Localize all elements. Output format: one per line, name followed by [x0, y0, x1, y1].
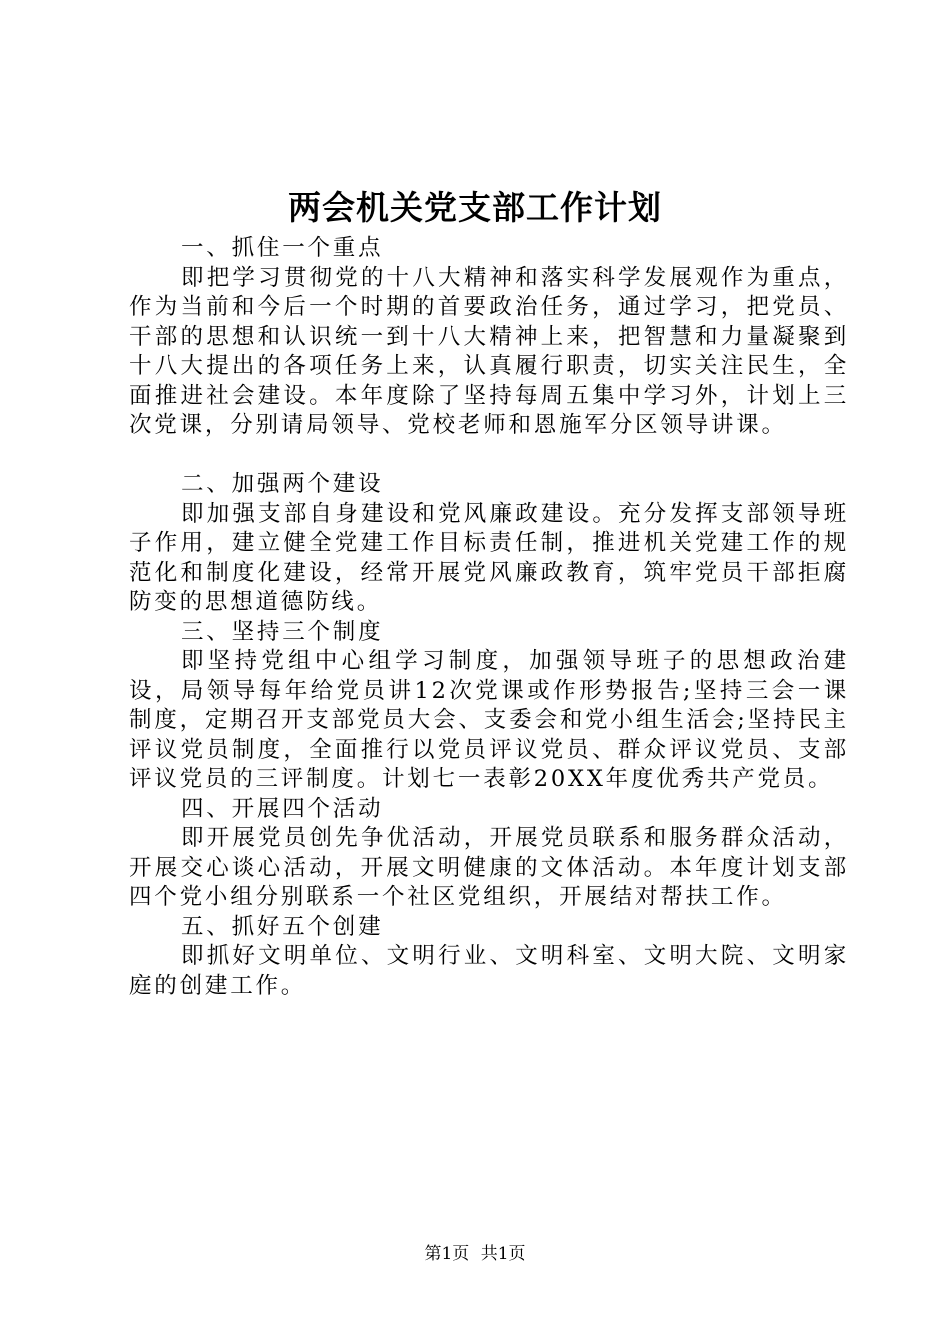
section-3: [129, 618, 849, 795]
section-paragraph: 即把学习贯彻党的十八大精神和落实科学发展观作为重点，作为当前和今后一个时期的首要政治任务，通过学习，把党员、干部的思想和认识统一到十八大精神上来，把智慧和力量凝聚到十八大提出的各项任务上来，认真履行职责，切实关注民生，全面推进社会建设。本年度除了坚持每周五集中学习外，计划上三次党课，分别请局领导、党校老师和恩施军分区领导讲课。: [129, 264, 849, 438]
page-footer: [0, 1240, 950, 1268]
section-paragraph: 即坚持党组中心组学习制度，加强领导班子的思想政治建设，局领导每年给党员讲12次党课或作形势报告;坚持三会一课制度，定期召开支部党员大会、支委会和党小组生活会;坚持民主评议党员制度，全面推行以党员评议党员、群众评议党员、支部评议党员的三评制度。计划七一表彰20XX年度优秀共产党员。: [129, 648, 849, 792]
section-heading: 三、坚持三个制度: [181, 618, 384, 645]
section-heading: 二、加强两个建设: [181, 471, 384, 497]
section-5: [129, 913, 849, 1002]
section-4: [129, 795, 849, 913]
document-body: [129, 234, 849, 1001]
section-paragraph: 即抓好文明单位、文明行业、文明科室、文明大院、文明家庭的创建工作。: [129, 943, 849, 999]
page-number: 第1页: [424, 1244, 470, 1264]
section-2: [129, 470, 849, 618]
section-1: [129, 234, 849, 441]
page-total: 共1页: [480, 1244, 526, 1264]
paragraph-spacer: [129, 441, 849, 471]
document-title: 两会机关党支部工作计划: [288, 188, 662, 227]
section-heading: 四、开展四个活动: [181, 795, 384, 822]
section-heading: 一、抓住一个重点: [181, 235, 384, 261]
section-heading: 五、抓好五个创建: [181, 913, 384, 940]
section-paragraph: 即开展党员创先争优活动，开展党员联系和服务群众活动，开展交心谈心活动，开展文明健康的文体活动。本年度计划支部四个党小组分别联系一个社区党组织，开展结对帮扶工作。: [129, 825, 849, 910]
section-paragraph: 即加强支部自身建设和党风廉政建设。充分发挥支部领导班子作用，建立健全党建工作目标责任制，推进机关党建工作的规范化和制度化建设，经常开展党风廉政教育，筑牢党员干部拒腐防变的思想道德防线。: [129, 500, 849, 615]
